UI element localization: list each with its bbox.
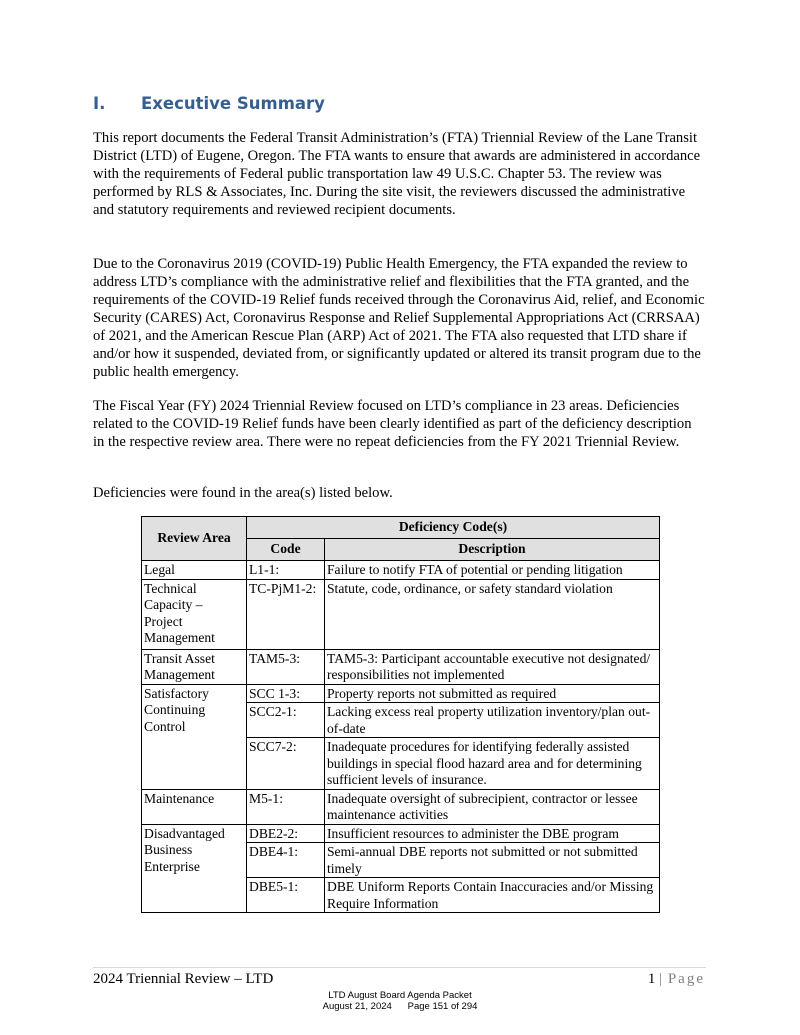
table-row [142, 789, 660, 824]
page-label: Page [667, 971, 705, 987]
packet-stamp-page: Page 151 of 294 [407, 1001, 478, 1012]
review-area-cell: Maintenance [142, 789, 247, 824]
table-row [142, 824, 660, 843]
header-code: Code [247, 539, 325, 561]
code-cell: DBE5-1: [247, 878, 325, 913]
deficiency-table [141, 516, 660, 913]
deficiencies-intro: Deficiencies were found in the area(s) listed below. [93, 485, 393, 501]
review-area-cell: Legal [142, 561, 247, 580]
description-cell: DBE Uniform Reports Contain Inaccuracies and/or Missing Require Information [325, 878, 660, 913]
header-description: Description [325, 539, 660, 561]
description-cell: Statute, code, ordinance, or safety standard violation [325, 579, 660, 649]
table-row [142, 579, 660, 649]
header-deficiency-codes: Deficiency Code(s) [247, 517, 660, 539]
footer-title: 2024 Triennial Review – LTD [93, 971, 274, 987]
packet-stamp-line2 [0, 1001, 800, 1012]
header-review-area: Review Area [142, 517, 247, 561]
description-cell: Inadequate procedures for identifying federally assisted buildings in special flood hazard area and for determining sufficient levels of insurance. [325, 738, 660, 790]
review-area-cell: Disadvantaged Business Enterprise [142, 824, 247, 913]
code-cell: SCC7-2: [247, 738, 325, 790]
packet-stamp-date: August 21, 2024 [322, 1001, 392, 1012]
code-cell: TAM5-3: [247, 649, 325, 684]
section-heading [93, 94, 325, 113]
packet-stamp-title: LTD August Board Agenda Packet [328, 990, 472, 1001]
intro-paragraph: This report documents the Federal Transit Administration’s (FTA) Triennial Review of the Lane Transit District (LTD) of Eugene, Oregon. The FTA wants to ensure that awards are administered in accordance with the requirements of Federal public transportation law 49 U.S.C. Chapter 53. The review was performed by RLS & Associates, Inc. During the site visit, the reviewers discussed the administrative and statutory requirements and reviewed recipient documents. [93, 130, 701, 218]
code-cell: DBE4-1: [247, 843, 325, 878]
description-cell: Property reports not submitted as required [325, 684, 660, 703]
code-cell: SCC 1-3: [247, 684, 325, 703]
covid-paragraph: Due to the Coronavirus 2019 (COVID-19) Public Health Emergency, the FTA expanded the review to address LTD’s compliance with the administrative relief and flexibilities that the FTA granted, and the requirements of the COVID-19 Relief funds received through the Coronavirus Aid, relief, and Economic Security (CARES) Act, Coronavirus Response and Relief Supplemental Appropriations Act (CRRSAA) of 2021, and the American Rescue Plan (ARP) Act of 2021. The FTA also requested that LTD share if and/or how it suspended, deviated from, or significantly updated or altered its transit program due to the public health emergency. [93, 256, 705, 380]
review-area-cell: Satisfactory Continuing Control [142, 684, 247, 789]
section-number: I. [93, 94, 106, 113]
table-row [142, 561, 660, 580]
review-area-cell: Transit Asset Management [142, 649, 247, 684]
section-title: Executive Summary [141, 94, 325, 113]
description-cell: Semi-annual DBE reports not submitted or not submitted timely [325, 843, 660, 878]
footer-page-number [648, 971, 705, 988]
description-cell: Insufficient resources to administer the DBE program [325, 824, 660, 843]
table-row [142, 649, 660, 684]
page-number: 1 [647, 971, 656, 987]
code-cell: DBE2-2: [247, 824, 325, 843]
code-cell: M5-1: [247, 789, 325, 824]
description-cell: TAM5-3: Participant accountable executive not designated/ responsibilities not implemented [325, 649, 660, 684]
table-row [142, 684, 660, 703]
footer-divider [93, 967, 706, 968]
code-cell: TC-PjM1-2: [247, 579, 325, 649]
description-cell: Lacking excess real property utilization inventory/plan out-of-date [325, 703, 660, 738]
description-cell: Inadequate oversight of subrecipient, contractor or lessee maintenance activities [325, 789, 660, 824]
code-cell: SCC2-1: [247, 703, 325, 738]
code-cell: L1-1: [247, 561, 325, 580]
review-area-cell: Technical Capacity – Project Management [142, 579, 247, 649]
page-separator: | [659, 971, 665, 987]
description-cell: Failure to notify FTA of potential or pending litigation [325, 561, 660, 580]
scope-paragraph: The Fiscal Year (FY) 2024 Triennial Review focused on LTD’s compliance in 23 areas. Deficiencies related to the COVID-19 Relief funds have been clearly identified as part of the deficiency description in the respective review area. There were no repeat deficiencies from the FY 2021 Triennial Review. [93, 398, 692, 450]
